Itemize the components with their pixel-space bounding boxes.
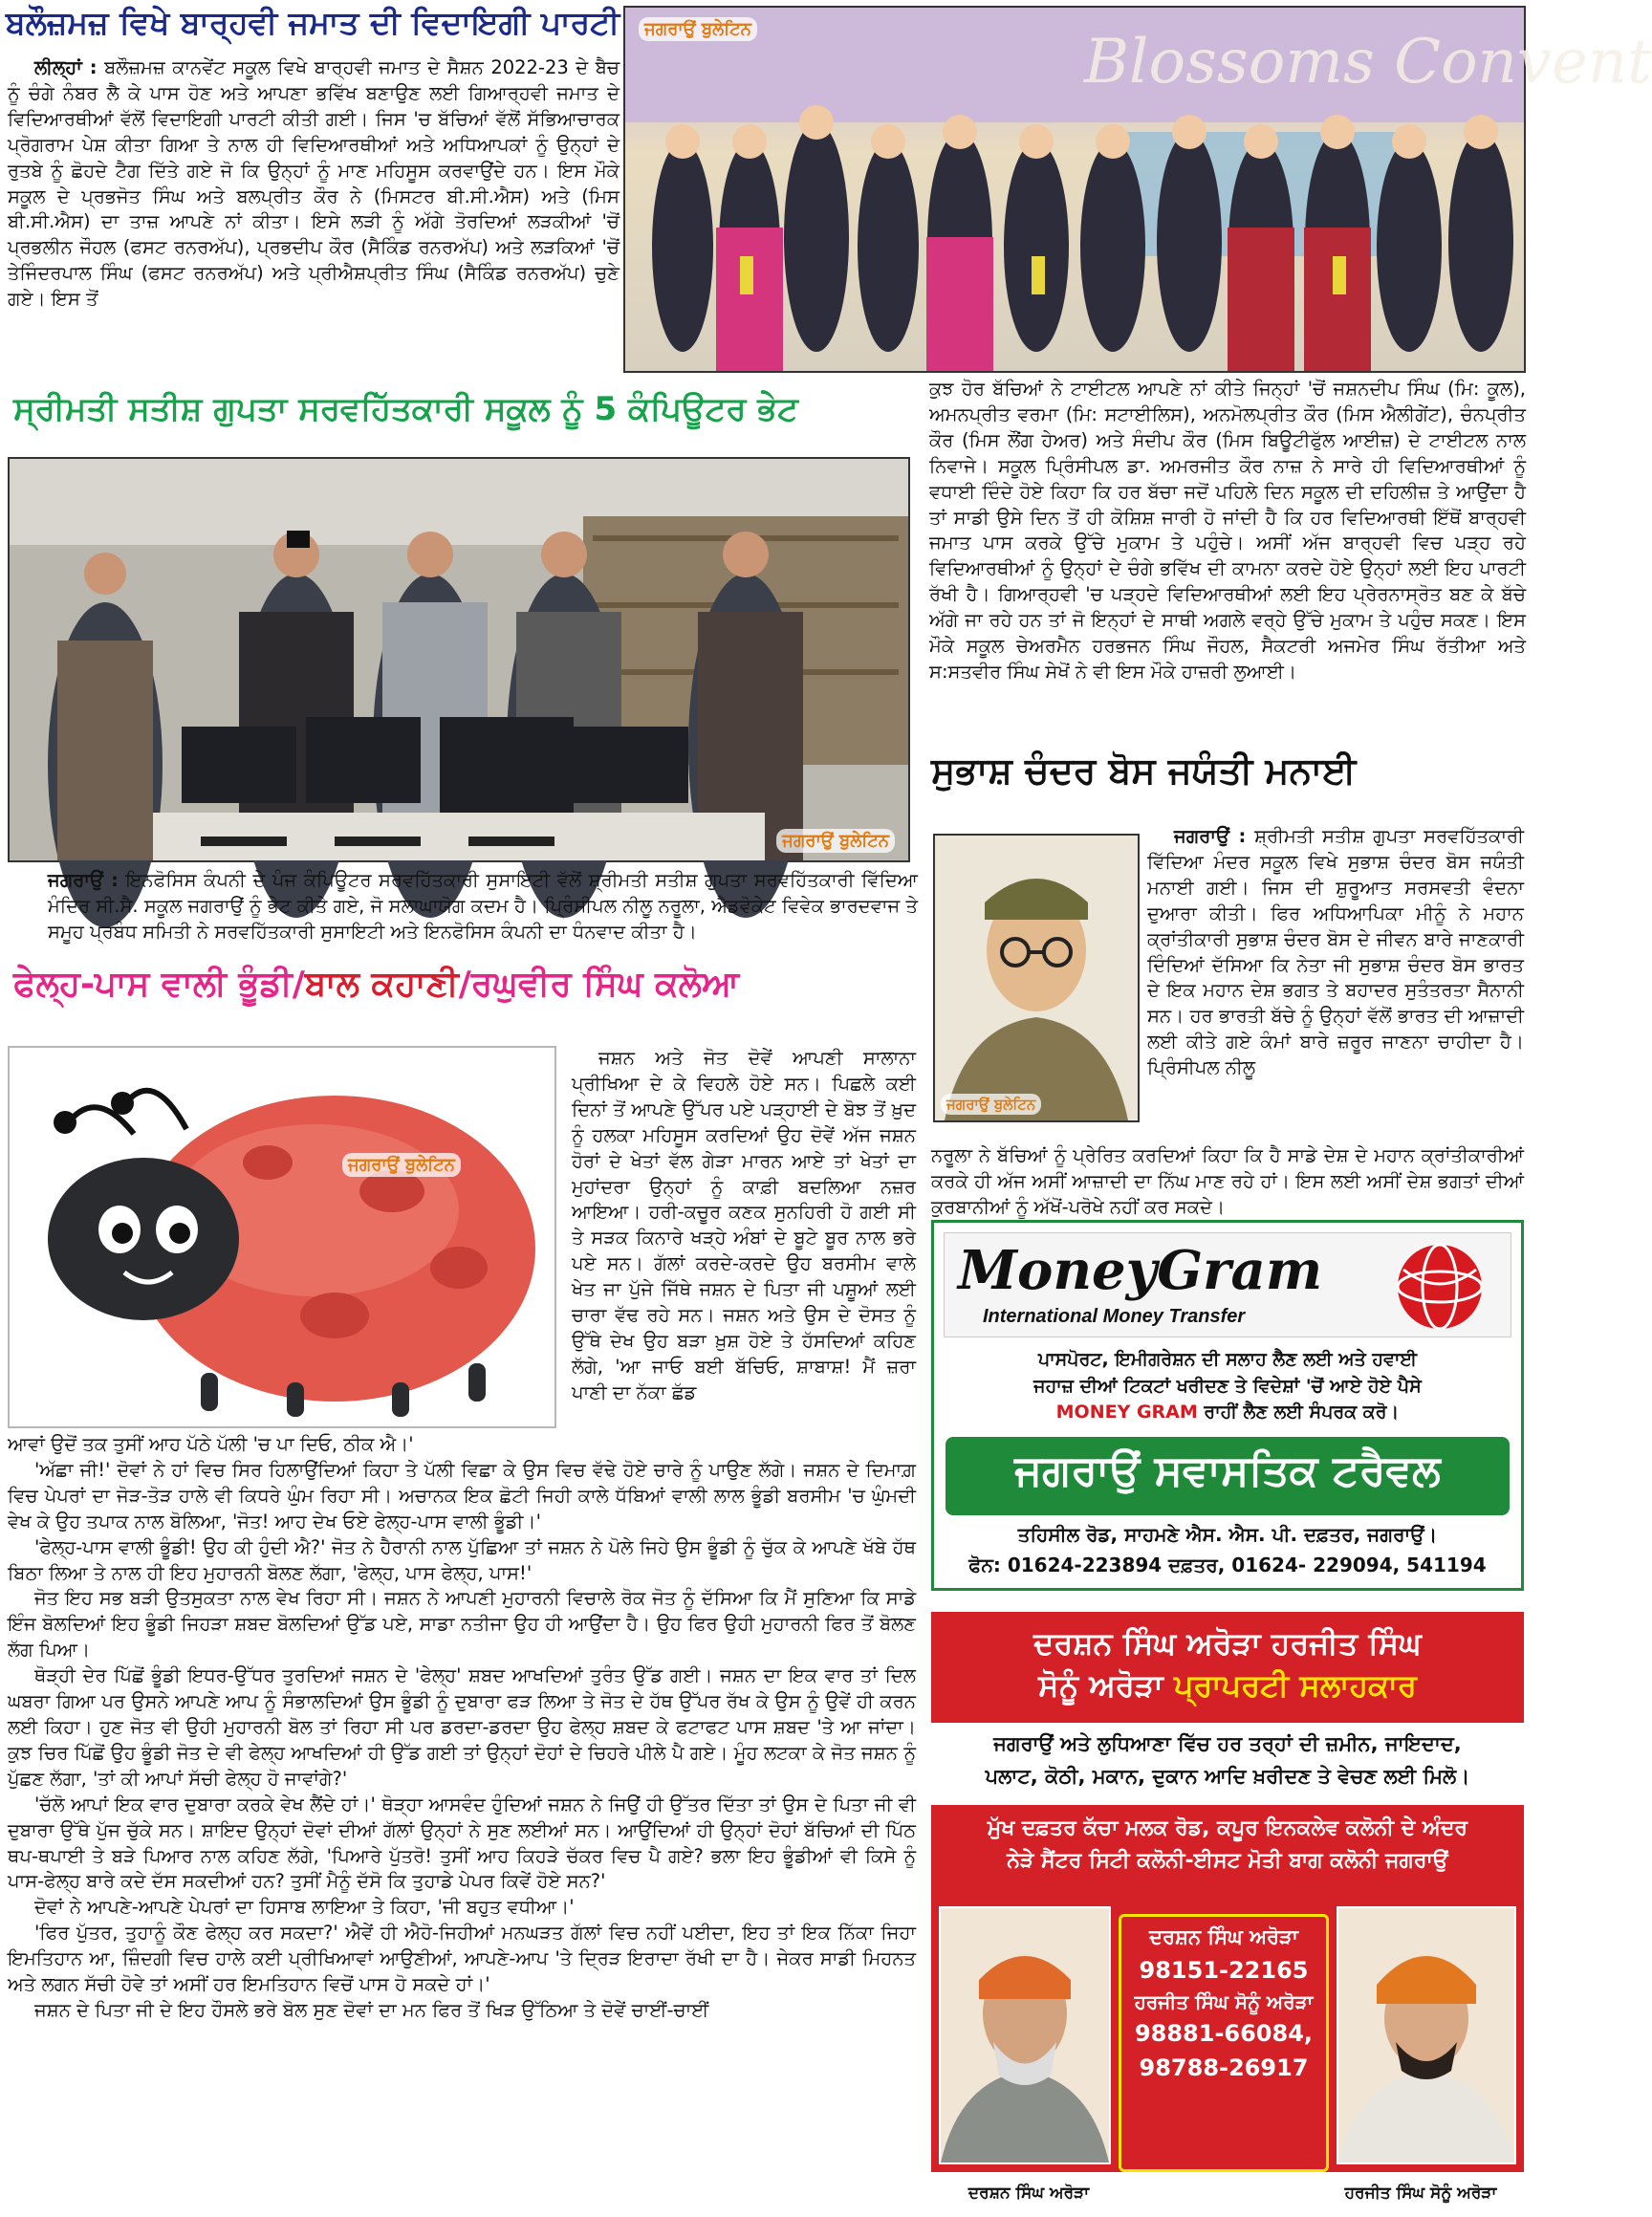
story-paragraph: ਥੋੜ੍ਹੀ ਦੇਰ ਪਿੱਛੋਂ ਭੂੰਡੀ ਇਧਰ-ਉੱਧਰ ਤੁਰਦਿਆਂ ਜਸ਼ਨ ਦੇ 'ਫੇਲ੍ਹ' ਸ਼ਬਦ ਆਖਦਿਆਂ ਤੁਰੰਤ ਉੱਡ ਗਈ। ਜਸ਼ਨ ਦਾ ਇਕ ਵਾਰ ਤਾਂ ਦਿਲ ਘਬਰਾ ਗਿਆ ਪਰ ਉਸਨੇ ਆਪਣੇ ਆਪ ਨੂੰ ਸੰਭਾਲਦਿਆਂ ਉਸ ਭੂੰਡੀ ਨੂੰ ਦੁਬਾਰਾ ਫੜ ਲਿਆ ਤੇ ਜੋਤ ਦੇ ਹੱਥ ਉੱਪਰ ਰੱਖ ਕੇ ਉਸ ਨੂੰ ਉਵੇਂ ਹੀ ਕਰਨ ਲਈ ਕਿਹਾ। ਹੁਣ ਜੋਤ ਵੀ ਉਹੀ ਮੁਹਾਰਨੀ ਬੋਲ ਤਾਂ ਰਿਹਾ ਸੀ ਪਰ ਡਰਦਾ-ਡਰਦਾ ਉਹ ਫੇਲ੍ਹ ਸ਼ਬਦ ਕੇ ਫਟਾਫਟ ਪਾਸ ਸ਼ਬਦ 'ਤੇ ਆ ਜਾਂਦਾ। ਕੁਝ ਚਿਰ ਪਿੱਛੋਂ ਉਹ ਭੂੰਡੀ ਜੋਤ ਦੇ ਵੀ ਫੇਲ੍ਹ ਆਖਦਿਆਂ ਹੀ ਉੱਡ ਗਈ ਤਾਂ ਉਨ੍ਹਾਂ ਦੋਹਾਂ ਦੇ ਚਿਹਰੇ ਪੀਲੇ ਪੈ ਗਏ। ਮੂੰਹ ਲਟਕਾ ਕੇ ਜੋਤ ਜਸ਼ਨ ਨੂੰ ਪੁੱਛਣ ਲੱਗਾ, 'ਤਾਂ ਕੀ ਆਪਾਂ ਸੱਚੀ ਫੇਲ੍ਹ ਹੋ ਜਾਵਾਂਗੇ?' [8, 1664, 916, 1790]
article4-text-full: ਨਰੂਲਾ ਨੇ ਬੱਚਿਆਂ ਨੂੰ ਪ੍ਰੇਰਿਤ ਕਰਦਿਆਂ ਕਿਹਾ ਕਿ ਹੈ ਸਾਡੇ ਦੇਸ਼ ਦੇ ਮਹਾਨ ਕ੍ਰਾਂਤੀਕਾਰੀਆਂ ਕਰਕੇ ਹੀ ਅੱਜ ਅਸੀਂ ਆਜ਼ਾਦੀ ਦਾ ਨਿੱਘ ਮਾਣ ਰਹੇ ਹਾਂ। ਇਸ ਲਈ ਅਸੀਂ ਦੇਸ਼ ਭਗਤਾਂ ਦੀਆਂ ਕੁਰਬਾਨੀਆਂ ਨੂੰ ਅੱਖੋਂ-ਪਰੋਖੇ ਨਹੀਂ ਕਰ ਸਕਦੇ। [931, 1144, 1524, 1218]
travel-address: ਤਹਿਸੀਲ ਰੋਡ, ਸਾਹਮਣੇ ਐਸ. ਐਸ. ਪੀ. ਦਫ਼ਤਰ, ਜਗਰਾਉਂ। [1017, 1523, 1438, 1546]
moneygram-name: MONEY GRAM [1055, 1402, 1198, 1424]
property-office-line2: ਨੇੜੇ ਸੈਂਟਰ ਸਿਟੀ ਕਲੋਨੀ-ਈਸਟ ਮੋਤੀ ਬਾਗ ਕਲੋਨੀ ਜਗਰਾਉਂ [1007, 1849, 1448, 1874]
article2-photo [8, 457, 910, 862]
article2-caption [48, 868, 918, 954]
article1-body-left [8, 55, 620, 366]
property-desc-line1: ਜਗਰਾਉਂ ਅਤੇ ਲੁਧਿਆਣਾ ਵਿੱਚ ਹਰ ਤਰ੍ਹਾਂ ਦੀ ਜ਼ਮੀਨ, ਜਾਇਦਾਦ, [993, 1732, 1462, 1755]
bose-portrait [933, 834, 1140, 1122]
article1-text-right: ਕੁਝ ਹੋਰ ਬੱਚਿਆਂ ਨੇ ਟਾਈਟਲ ਆਪਣੇ ਨਾਂ ਕੀਤੇ ਜਿਨ੍ਹਾਂ 'ਚੋਂ ਜਸ਼ਨਦੀਪ ਸਿੰਘ (ਮਿ: ਕੂਲ), ਅਮਨਪ੍ਰੀਤ ਵਰਮਾ (ਮਿ: ਸਟਾਈਲਿਸ), ਅਨਮੋਲਪ੍ਰੀਤ ਕੌਰ (ਮਿਸ ਐਲੀਗੇਂਟ), ਚੰਨਪ੍ਰੀਤ ਕੌਰ (ਮਿਸ ਲੌਂਗ ਹੇਅਰ) ਅਤੇ ਸੰਦੀਪ ਕੌਰ (ਮਿਸ ਬਿਊਟੀਫੁੱਲ ਆਈਜ਼) ਦੇ ਟਾਈਟਲ ਨਾਲ ਨਿਵਾਜੇ। ਸਕੂਲ ਪ੍ਰਿੰਸੀਪਲ ਡਾ. ਅਮਰਜੀਤ ਕੌਰ ਨਾਜ਼ ਨੇ ਸਾਰੇ ਹੀ ਵਿਦਿਆਰਥੀਆਂ ਨੂੰ ਵਧਾਈ ਦਿੰਦੇ ਹੋਏ ਕਿਹਾ ਕਿ ਹਰ ਬੱਚਾ ਜਦੋਂ ਪਹਿਲੇ ਦਿਨ ਸਕੂਲ ਦੀ ਦਹਿਲੀਜ਼ ਤੇ ਆਉਂਦਾ ਹੈ ਤਾਂ ਸਾਡੀ ਉਸੇ ਦਿਨ ਤੋਂ ਹੀ ਕੋਸ਼ਿਸ਼ ਜਾਰੀ ਹੋ ਜਾਂਦੀ ਹੈ ਕਿ ਹਰ ਵਿਦਿਆਰਥੀ ਇੱਥੋਂ ਬਾਰ੍ਹਵੀ ਜਮਾਤ ਪਾਸ ਕਰਕੇ ਉੱਚੇ ਮੁਕਾਮ ਤੇ ਪਹੁੰਚੇ। ਅਸੀਂ ਅੱਜ ਬਾਰ੍ਹਵੀ ਵਿਚ ਪੜ੍ਹ ਰਹੇ ਵਿਦਿਆਰਥੀਆਂ ਨੂੰ ਉਨ੍ਹਾਂ ਦੇ ਚੰਗੇ ਭਵਿੱਖ ਦੀ ਕਾਮਨਾ ਕਰਦੇ ਹੋਏ ਉਨ੍ਹਾਂ ਲਈ ਇਹ ਪਾਰਟੀ ਰੱਖੀ ਹੈ। ਗਿਆਰ੍ਹਵੀ 'ਚ ਪੜ੍ਹਦੇ ਵਿਦਿਆਰਥੀਆਂ ਲਈ ਇਹ ਪ੍ਰੇਰਨਾਸ੍ਰੋਤ ਬਣ ਕੇ ਬੱਚੇ ਅੱਗੇ ਜਾ ਰਹੇ ਹਨ ਤਾਂ ਜੋ ਇਨ੍ਹਾਂ ਦੇ ਸਾਥੀ ਅਗਲੇ ਵਰ੍ਹੇ ਉੱਚੇ ਮੁਕਾਮ ਤੇ ਪਹੁੰਚ ਸਕਣ। ਇਸ ਮੌਕੇ ਸਕੂਲ ਚੇਅਰਮੈਨ ਹਰਭਜਨ ਸਿੰਘ ਜੌਹਲ, ਸੈਕਟਰੀ ਅਜਮੇਰ ਸਿੰਘ ਰੱਤੀਆ ਅਤੇ ਸ:ਸਤਵੀਰ ਸਿੰਘ ਸੇਖੋਂ ਨੇ ਵੀ ਇਸ ਮੌਕੇ ਹਾਜ਼ਰੀ ਲੁਆਈ। [929, 378, 1526, 683]
article1-dateline: ਲੀਲ੍ਹਾਂ : [34, 56, 98, 78]
moneygram-ad [931, 1220, 1524, 1591]
article2-caption-text: ਇਨਫੋਸਿਸ ਕੰਪਨੀ ਦੇ ਪੰਜ ਕੰਪਿਊਟਰ ਸਰਵਹਿੱਤਕਾਰੀ ਸੁਸਾਇਟੀ ਵੱਲੋਂ ਸ਼੍ਰੀਮਤੀ ਸਤੀਸ਼ ਗੁਪਤਾ ਸਰਵਹਿੱਤਕਾਰੀ ਵਿੱਦਿਆ ਮੰਦਿਰ ਸੀ.ਸੈ. ਸਕੂਲ ਜਗਰਾਉਂ ਨੂੰ ਭੇਟ ਕੀਤੇ ਗਏ, ਜੋ ਸਲਾਘਾਯੋਗ ਕਦਮ ਹੈ। ਪ੍ਰਿੰਸੀਪਲ ਨੀਲੂ ਨਰੂਲਾ, ਐਡਵੋਕੇਟ ਵਿਵੇਕ ਭਾਰਦਵਾਜ ਤੇ ਸਮੂਹ ਪ੍ਰਬੰਧ ਸਮਿਤੀ ਨੇ ਸਰਵਹਿੱਤਕਾਰੀ ਸੁਸਾਇਟੀ ਅਤੇ ਇਨਫੋਸਿਸ ਕੰਪਨੀ ਦਾ ਧੰਨਵਾਦ ਕੀਤਾ ਹੈ। [48, 869, 918, 943]
moneygram-logo-box [944, 1232, 1511, 1337]
story-paragraph: 'ਫੇਲ੍ਹ-ਪਾਸ ਵਾਲੀ ਭੂੰਡੀ! ਉਹ ਕੀ ਹੁੰਦੀ ਐ?' ਜੋਤ ਨੇ ਹੈਰਾਨੀ ਨਾਲ ਪੁੱਛਿਆ ਤਾਂ ਜਸ਼ਨ ਨੇ ਪੋਲੇ ਜਿਹੇ ਉਸ ਭੂੰਡੀ ਨੂੰ ਚੁੱਕ ਕੇ ਆਪਣੇ ਖੱਬੇ ਹੱਥ ਬਿਠਾ ਲਿਆ ਤੇ ਨਾਲ ਹੀ ਇਹ ਮੁਹਾਰਨੀ ਬੋਲਣ ਲੱਗਾ, 'ਫੇਲ੍ਹ, ਪਾਸ ਫੇਲ੍ਹ, ਪਾਸ!' [8, 1535, 916, 1584]
story-paragraph: ਜਸ਼ਨ ਦੇ ਪਿਤਾ ਜੀ ਦੇ ਇਹ ਹੌਸਲੇ ਭਰੇ ਬੋਲ ਸੁਣ ਦੋਵਾਂ ਦਾ ਮਨ ਫਿਰ ਤੋਂ ਖਿੜ ਉੱਠਿਆ ਤੇ ਦੋਵੇਂ ਚਾਈਂ-ਚਾਈਂ [34, 1998, 709, 2021]
story-paragraph: 'ਅੱਛਾ ਜੀ!' ਦੋਵਾਂ ਨੇ ਹਾਂ ਵਿਚ ਸਿਰ ਹਿਲਾਉਂਦਿਆਂ ਕਿਹਾ ਤੇ ਪੱਲੀ ਵਿਛਾ ਕੇ ਉਸ ਵਿਚ ਵੱਢੇ ਹੋਏ ਚਾਰੇ ਨੂੰ ਪਾਉਣ ਲੱਗੇ। ਜਸ਼ਨ ਦੇ ਦਿਮਾਗ਼ ਵਿਚ ਪੇਪਰਾਂ ਦਾ ਜੋੜ-ਤੋੜ ਹਾਲੇ ਵੀ ਕਿਧਰੇ ਘੁੰਮ ਰਿਹਾ ਸੀ। ਅਚਾਨਕ ਇਕ ਛੋਟੀ ਜਿਹੀ ਕਾਲੇ ਧੱਬਿਆਂ ਵਾਲੀ ਲਾਲ ਭੂੰਡੀ ਬਰਸੀਮ 'ਚ ਘੁੰਮਦੀ ਵੇਖ ਕੇ ਉਹ ਤਪਾਕ ਨਾਲ ਬੋਲਿਆ, 'ਜੋਤ! ਆਹ ਦੇਖ ਓਏ ਫੇਲ੍ਹ-ਪਾਸ ਵਾਲੀ ਭੂੰਡੀ।' [8, 1458, 916, 1532]
portrait-darshan-singh [941, 1908, 1109, 2163]
property-office [931, 1813, 1524, 1878]
caption-left: ਦਰਸ਼ਨ ਸਿੰਘ ਅਰੋੜਾ [967, 2184, 1090, 2203]
article1-headline: ਬਲੌਜ਼ਮਜ਼ ਵਿਖੇ ਬਾਰ੍ਹਵੀ ਜਮਾਤ ਦੀ ਵਿਦਾਇਗੀ ਪਾਰਟੀ [6, 4, 620, 41]
property-photo-left [939, 1906, 1111, 2164]
story-intro-text: ਜਸ਼ਨ ਅਤੇ ਜੋਤ ਦੋਵੇਂ ਆਪਣੀ ਸਾਲਾਨਾ ਪ੍ਰੀਖਿਆ ਦੇ ਕੇ ਵਿਹਲੇ ਹੋਏ ਸਨ। ਪਿਛਲੇ ਕਈ ਦਿਨਾਂ ਤੋਂ ਆਪਣੇ ਉੱਪਰ ਪਏ ਪੜ੍ਹਾਈ ਦੇ ਬੋਝ ਤੋਂ ਖ਼ੁਦ ਨੂੰ ਹਲਕਾ ਮਹਿਸੂਸ ਕਰਦਿਆਂ ਉਹ ਦੋਵੇਂ ਅੱਜ ਜਸ਼ਨ ਹੋਰਾਂ ਦੇ ਖੇਤਾਂ ਵੱਲ ਗੇੜਾ ਮਾਰਨ ਆਏ ਤਾਂ ਖੇਤਾਂ ਦਾ ਮੁਹਾਂਦਰਾ ਉਨ੍ਹਾਂ ਨੂੰ ਕਾਫ਼ੀ ਬਦਲਿਆ ਨਜ਼ਰ ਆਇਆ। ਹਰੀ-ਕਚੂਰ ਕਣਕ ਸੁਨਹਿਰੀ ਹੋ ਗਈ ਸੀ ਤੇ ਸੜਕ ਕਿਨਾਰੇ ਖੜ੍ਹੇ ਅੰਬਾਂ ਦੇ ਬੂਟੇ ਬੂਰ ਨਾਲ ਭਰੇ ਪਏ ਸਨ। ਗੱਲਾਂ ਕਰਦੇ-ਕਰਦੇ ਉਹ ਬਰਸੀਮ ਵਾਲੇ ਖੇਤ ਜਾ ਪੁੱਜੇ ਜਿੱਥੇ ਜਸ਼ਨ ਦੇ ਪਿਤਾ ਜੀ ਪਸ਼ੂਆਂ ਲਈ ਚਾਰਾ ਵੱਢ ਰਹੇ ਸਨ। ਜਸ਼ਨ ਅਤੇ ਉਸ ਦੇ ਦੋਸਤ ਨੂੰ ਉੱਥੇ ਦੇਖ ਉਹ ਬੜਾ ਖ਼ੁਸ਼ ਹੋਏ ਤੇ ਹੱਸਦਿਆਂ ਕਹਿਣ ਲੱਗੇ, 'ਆ ਜਾਓ ਬਈ ਬੱਚਿਓ, ਸ਼ਾਬਾਸ਼! ਮੈਂ ਜ਼ਰਾ ਪਾਣੀ ਦਾ ਨੱਕਾ ਛੱਡ [572, 1047, 916, 1403]
article3-story [8, 1432, 916, 2217]
moneygram-line1: ਪਾਸਪੋਰਟ, ਇਮੀਗਰੇਸ਼ਨ ਦੀ ਸਲਾਹ ਲੈਣ ਲਈ ਅਤੇ ਹਵਾਈ [1037, 1349, 1418, 1370]
article4-headline: ਸੁਭਾਸ਼ ਚੰਦਰ ਬੋਸ ਜਯੰਤੀ ਮਨਾਈ [931, 750, 1357, 792]
article2-dateline: ਜਗਰਾਉਂ : [48, 869, 119, 891]
property-title-line1: ਦਰਸ਼ਨ ਸਿੰਘ ਅਰੋੜਾ ਹਰਜੀਤ ਸਿੰਘ [1033, 1625, 1422, 1662]
moneygram-text [944, 1347, 1511, 1426]
story-paragraph: ਜੋਤ ਇਹ ਸਭ ਬੜੀ ਉਤਸੁਕਤਾ ਨਾਲ ਵੇਖ ਰਿਹਾ ਸੀ। ਜਸ਼ਨ ਨੇ ਆਪਣੀ ਮੁਹਾਰਨੀ ਵਿਚਾਲੇ ਰੋਕ ਜੋਤ ਨੂੰ ਦੱਸਿਆ ਕਿ ਮੈਂ ਸੁਣਿਆ ਕਿ ਸਾਡੇ ਇੰਜ ਬੋਲਦਿਆਂ ਇਹ ਭੂੰਡੀ ਜਿਹੜਾ ਸ਼ਬਦ ਬੋਲਦਿਆਂ ਉੱਡ ਪਏ, ਸਾਡਾ ਨਤੀਜਾ ਉਹ ਹੀ ਆਉਂਦਾ ਹੈ। ਉਹ ਫਿਰ ਉਹੀ ਮੁਹਾਰਨੀ ਫਿਰ ਤੋਂ ਬੋਲਣ ਲੱਗ ਪਿਆ। [8, 1587, 916, 1662]
ladybug-illustration [8, 1046, 556, 1428]
travel-banner [946, 1437, 1510, 1515]
property-photo-right [1337, 1906, 1516, 2164]
travel-name: ਜਗਰਾਉਂ ਸਵਾਸਤਿਕ ਟਰੈਵਲ [1014, 1446, 1441, 1495]
story-paragraph: ਆਵਾਂ ਉਦੋਂ ਤਕ ਤੁਸੀਂ ਆਹ ਪੱਠੇ ਪੱਲੀ 'ਚ ਪਾ ਦਿਓ, ਠੀਕ ਐ।' [8, 1433, 414, 1455]
article4-text-side: ਸ਼੍ਰੀਮਤੀ ਸਤੀਸ਼ ਗੁਪਤਾ ਸਰਵਹਿੱਤਕਾਰੀ ਵਿੱਦਿਆ ਮੰਦਰ ਸਕੂਲ ਵਿਖੇ ਸੁਭਾਸ਼ ਚੰਦਰ ਬੋਸ ਜਯੰਤੀ ਮਨਾਈ ਗਈ। ਜਿਸ ਦੀ ਸ਼ੁਰੂਆਤ ਸਰਸਵਤੀ ਵੰਦਨਾ ਦੁਆਰਾ ਕੀਤੀ। ਫਿਰ ਅਧਿਆਪਿਕਾ ਮੀਨੂੰ ਨੇ ਮਹਾਨ ਕ੍ਰਾਂਤੀਕਾਰੀ ਸੁਭਾਸ਼ ਚੰਦਰ ਬੋਸ ਦੇ ਜੀਵਨ ਬਾਰੇ ਜਾਣਕਾਰੀ ਦਿੰਦਿਆਂ ਦੱਸਿਆ ਕਿ ਨੇਤਾ ਜੀ ਸੁਭਾਸ਼ ਚੰਦਰ ਬੋਸ ਭਾਰਤ ਦੇ ਇਕ ਮਹਾਨ ਦੇਸ਼ ਭਗਤ ਤੇ ਬਹਾਦਰ ਸੁਤੰਤਰਤਾ ਸੈਨਾਨੀ ਸਨ। ਹਰ ਭਾਰਤੀ ਬੱਚੇ ਨੂੰ ਉਨ੍ਹਾਂ ਵੱਲੋਂ ਭਾਰਤ ਦੀ ਆਜ਼ਾਦੀ ਲਈ ਕੀਤੇ ਗਏ ਕੰਮਾਂ ਬਾਰੇ ਜ਼ਰੂਰ ਜਾਣਨਾ ਚਾਹੀਦਾ ਹੈ। ਪ੍ਰਿੰਸੀਪਲ ਨੀਲੂ [1147, 825, 1524, 1079]
article3-headline [13, 966, 912, 1017]
property-ad [931, 1612, 1524, 2217]
moneygram-brand: MoneyGram [958, 1239, 1323, 1302]
property-contact-box [1119, 1914, 1329, 2172]
banner-text: Blossoms Convent [1084, 27, 1652, 98]
contact-phone-3: 98788-26917 [1139, 2054, 1309, 2081]
caption-right: ਹਰਜੀਤ ਸਿੰਘ ਸੋਨੂੰ ਅਰੋੜਾ [1344, 2184, 1497, 2203]
watermark-logo: ਜਗਰਾਉਂ ਬੁਲੇਟਿਨ [776, 829, 895, 853]
headline-title: ਫੇਲ੍ਹ-ਪਾਸ ਵਾਲੀ ਭੂੰਡੀ/ [13, 965, 305, 1004]
computer-donation-photo [10, 459, 908, 860]
property-caption-box [931, 2172, 1524, 2217]
ladybug-icon [10, 1048, 554, 1426]
story-paragraph: 'ਚੱਲੋ ਆਪਾਂ ਇਕ ਵਾਰ ਦੁਬਾਰਾ ਕਰਕੇ ਵੇਖ ਲੈਂਦੇ ਹਾਂ।' ਥੋੜ੍ਹਾ ਆਸਵੰਦ ਹੁੰਦਿਆਂ ਜਸ਼ਨ ਨੇ ਜਿਉਂ ਹੀ ਉੱਤਰ ਦਿੱਤਾ ਤਾਂ ਉਸ ਦੇ ਪਿਤਾ ਜੀ ਵੀ ਦੁਬਾਰਾ ਉੱਥੇ ਪੁੱਜ ਚੁੱਕੇ ਸਨ। ਸ਼ਾਇਦ ਉਨ੍ਹਾਂ ਦੋਵਾਂ ਦੀਆਂ ਗੱਲਾਂ ਉਨ੍ਹਾਂ ਨੇ ਸੁਣ ਲਈਆਂ ਸਨ। ਆਉਂਦਿਆਂ ਹੀ ਉਨ੍ਹਾਂ ਦੋਹਾਂ ਬੱਚਿਆਂ ਦੀ ਪਿੱਠ ਥਪ-ਥਪਾਈ ਤੇ ਬੜੇ ਪਿਆਰ ਨਾਲ ਕਹਿਣ ਲੱਗੇ, 'ਪਿਆਰੇ ਪੁੱਤਰੋ! ਤੁਸੀਂ ਆਹ ਕਿਹੜੇ ਚੱਕਰ ਵਿਚ ਪੈ ਗਏ? ਭਲਾ ਇਹ ਭੂੰਡੀਆਂ ਵੀ ਕਿਸੇ ਨੂੰ ਪਾਸ-ਫੇਲ੍ਹ ਬਾਰੇ ਕਦੇ ਦੱਸ ਸਕਦੀਆਂ ਹਨ? ਤੁਸੀਂ ਮੈਨੂੰ ਦੱਸੋ ਕਿ ਤੁਹਾਡੇ ਪੇਪਰ ਕਿਵੇਂ ਹੋਏ ਸਨ?' [8, 1793, 916, 1893]
portrait-image [935, 836, 1138, 1120]
contact-phone-1: 98151-22165 [1139, 1956, 1309, 1984]
globe-icon [1394, 1241, 1486, 1333]
property-desc [931, 1723, 1524, 1805]
article4-body-side [1147, 824, 1524, 1141]
moneygram-line2: ਜਹਾਜ਼ ਦੀਆਂ ਟਿਕਟਾਂ ਖਰੀਦਣ ਤੇ ਵਿਦੇਸ਼ਾਂ 'ਚੋਂ ਆਏ ਹੋਏ ਪੈਸੇ [1033, 1375, 1422, 1397]
portrait-harjeet-singh [1338, 1908, 1514, 2163]
contact-name-2: ਹਰਜੀਤ ਸਿੰਘ ਸੋਨੂੰ ਅਰੋੜਾ [1134, 1989, 1314, 2013]
travel-phone: ਫੋਨ: 01624-223894 ਦਫ਼ਤਰ, 01624- 229094, 541194 [968, 1554, 1487, 1576]
article2-headline: ਸ੍ਰੀਮਤੀ ਸਤੀਸ਼ ਗੁਪਤਾ ਸਰਵਹਿੱਤਕਾਰੀ ਸਕੂਲ ਨੂੰ 5 ਕੰਪਿਊਟਰ ਭੇਟ [13, 390, 798, 428]
article4-body-full [931, 1143, 1524, 1220]
property-owner-name: ਸੋਨੂੰ ਅਰੋੜਾ [1038, 1667, 1163, 1704]
story-paragraph: 'ਫਿਰ ਪੁੱਤਰ, ਤੁਹਾਨੂੰ ਕੌਣ ਫੇਲ੍ਹ ਕਰ ਸਕਦਾ?' ਐਵੇਂ ਹੀ ਐਹੋ-ਜਿਹੀਆਂ ਮਨਘੜਤ ਗੱਲਾਂ ਵਿਚ ਨਹੀਂ ਪਈਦਾ, ਇਹ ਤਾਂ ਇਕ ਨਿੱਕਾ ਜਿਹਾ ਇਮਤਿਹਾਨ ਆ, ਜ਼ਿੰਦਗੀ ਵਿਚ ਹਾਲੇ ਕਈ ਪ੍ਰੀਖਿਆਵਾਂ ਆਉਣੀਆਂ, ਆਪਣੇ-ਆਪ 'ਤੇ ਦ੍ਰਿੜ ਇਰਾਦਾ ਰੱਖੀ ਦਾ ਹੈ। ਜੇਕਰ ਸਾਡੀ ਮਿਹਨਤ ਅਤੇ ਲਗਨ ਸੱਚੀ ਹੋਵੇ ਤਾਂ ਅਸੀਂ ਹਰ ਇਮਤਿਹਾਨ ਵਿਚੋਂ ਪਾਸ ਹੋ ਸਕਦੇ ਹਾਂ।' [8, 1922, 916, 1996]
article1-photo [623, 6, 1652, 373]
watermark-logo: ਜਗਰਾਉਂ ਬੁਲੇਟਿਨ [639, 17, 757, 41]
moneygram-tagline: International Money Transfer [983, 1306, 1246, 1327]
article3-intro [572, 1046, 916, 1428]
watermark-logo: ਜਗਰਾਉਂ ਬੁਲੇਟਿਨ [941, 1094, 1041, 1115]
property-service: ਪ੍ਰਾਪਰਟੀ ਸਲਾਹਕਾਰ [1173, 1667, 1417, 1704]
article1-body-right [929, 377, 1526, 740]
headline-author: /ਰਘੁਵੀਰ ਸਿੰਘ ਕਲੋਆ [458, 965, 740, 1004]
property-desc-line2: ਪਲਾਟ, ਕੋਠੀ, ਮਕਾਨ, ਦੁਕਾਨ ਆਦਿ ਖ਼ਰੀਦਣ ਤੇ ਵੇਚਣ ਲਈ ਮਿਲੋ। [985, 1764, 1470, 1788]
moneygram-line3 [944, 1400, 1511, 1426]
article4-dateline: ਜਗਰਾਉਂ : [1174, 825, 1247, 847]
moneygram-line3-rest: ਰਾਹੀਂ ਲੈਣ ਲਈ ਸੰਪਰਕ ਕਰੋ। [1197, 1402, 1400, 1424]
watermark-logo: ਜਗਰਾਉਂ ਬੁਲੇਟਿਨ [342, 1153, 461, 1177]
contact-phone-2: 98881-66084, [1134, 2019, 1314, 2047]
story-paragraph: ਦੋਵਾਂ ਨੇ ਆਪਣੇ-ਆਪਣੇ ਪੇਪਰਾਂ ਦਾ ਹਿਸਾਬ ਲਾਇਆ ਤੇ ਕਿਹਾ, 'ਜੀ ਬਹੁਤ ਵਧੀਆ।' [34, 1896, 575, 1919]
contact-name-1: ਦਰਸ਼ਨ ਸਿੰਘ ਅਰੋੜਾ [1149, 1925, 1298, 1948]
headline-section: ਬਾਲ ਕਹਾਣੀ [304, 965, 459, 1004]
property-title-line2 [931, 1667, 1524, 1705]
property-office-line1: ਮੁੱਖ ਦਫ਼ਤਰ ਕੱਚਾ ਮਲਕ ਰੋਡ, ਕਪੂਰ ਇਨਕਲੇਵ ਕਲੋਨੀ ਦੇ ਅੰਦਰ [987, 1816, 1468, 1840]
article1-text-left: ਬਲੌਜ਼ਮਜ਼ ਕਾਨਵੇਂਟ ਸਕੂਲ ਵਿਖੇ ਬਾਰ੍ਹਵੀ ਜਮਾਤ ਦੇ ਸੈਸ਼ਨ 2022-23 ਦੇ ਬੈਚ ਨੂੰ ਚੰਗੇ ਨੰਬਰ ਲੈ ਕੇ ਪਾਸ ਹੋਣ ਅਤੇ ਆਪਣਾ ਭਵਿੱਖ ਬਣਾਉਣ ਲਈ ਗਿਆਰ੍ਹਵੀ ਜਮਾਤ ਦੇ ਵਿਦਿਆਰਥੀਆਂ ਵੱਲੋਂ ਵਿਦਾਇਗੀ ਪਾਰਟੀ ਕੀਤੀ ਗਈ। ਜਿਸ 'ਚ ਬੱਚਿਆਂ ਵੱਲੋਂ ਸੱਭਿਆਚਾਰਕ ਪ੍ਰੋਗਰਾਮ ਪੇਸ਼ ਕੀਤਾ ਗਿਆ ਤੇ ਨਾਲ ਹੀ ਵਿਦਿਆਰਥੀਆਂ ਅਤੇ ਅਧਿਆਪਕਾਂ ਨੂੰ ਉਨ੍ਹਾਂ ਦੇ ਰੁਤਬੇ ਨੂੰ ਛੋਹਦੇ ਟੈਗ ਦਿੱਤੇ ਗਏ ਜੋ ਕਿ ਉਨ੍ਹਾਂ ਨੂੰ ਮਾਣ ਮਹਿਸੂਸ ਕਰਵਾਉਂਦੇ ਹਨ। ਇਸ ਮੌਕੇ ਸਕੂਲ ਦੇ ਪ੍ਰਭਜੋਤ ਸਿੰਘ ਅਤੇ ਬਲਪ੍ਰੀਤ ਕੌਰ ਨੇ (ਮਿਸਟਰ ਬੀ.ਸੀ.ਐਸ) ਅਤੇ (ਮਿਸ ਬੀ.ਸੀ.ਐਸ) ਦਾ ਤਾਜ਼ ਆਪਣੇ ਨਾਂ ਕੀਤਾ। ਇਸੇ ਲੜੀ ਨੂੰ ਅੱਗੇ ਤੋਰਦਿਆਂ ਲੜਕੀਆਂ 'ਚੋਂ ਪ੍ਰਭਲੀਨ ਜੌਹਲ (ਫਸਟ ਰਨਰਅੱਪ), ਪ੍ਰਭਦੀਪ ਕੌਰ (ਸੈਕਿੰਡ ਰਨਰਅੱਪ) ਅਤੇ ਲੜਕਿਆਂ 'ਚੋਂ ਤੇਜਿੰਦਰਪਾਲ ਸਿੰਘ (ਫਸਟ ਰਨਰਅੱਪ) ਅਤੇ ਪ੍ਰੀਐਸ਼ਪ੍ਰੀਤ ਸਿੰਘ (ਸੈਕਿੰਡ ਰਨਰਅੱਪ) ਚੁਣੇ ਗਏ। ਇਸ ਤੋਂ [8, 56, 620, 311]
